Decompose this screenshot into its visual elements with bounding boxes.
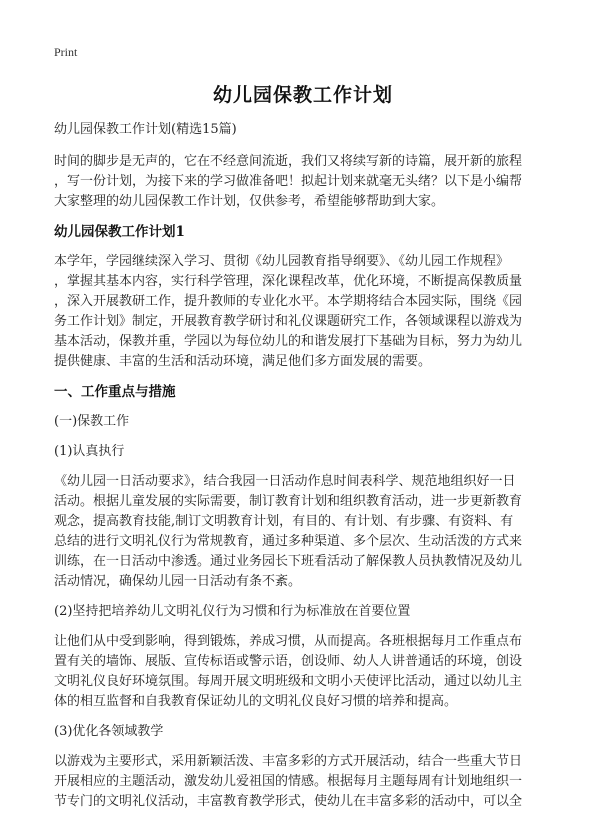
document-body xyxy=(54,120,552,822)
page-title: 幼儿园保教工作计划 xyxy=(212,84,393,106)
section-paragraph: 本学年，学园继续深入学习、贯彻《幼儿园教育指导纲要》、《幼儿园工作规程》 ，掌握其基本内容，实行科学管理，深化课程改革，优化环境，不断提高保教质量 ，深入开展教研工作，提升教师的专业化水平。本学期将结合本园实际，围绕《园 务工作计划》制定，开展教育教学研讨和礼仪课题研究工作，各领域课程以游戏为 基本活动，保教并重，学园以为每位幼儿的和谐发展打下基础为目标，努力为幼儿 提供健康、丰富的生活和活动环境，满足他们多方面发展的需要。 xyxy=(54,254,523,369)
document-subtitle: 幼儿园保教工作计划(精选15篇) xyxy=(54,122,237,137)
work-focus-heading: 一、工作重点与措施 xyxy=(54,384,176,400)
etiquette-paragraph: 让他们从中受到影响，得到锻炼，养成习惯，从而提高。各班根据每月工作重点布 置有关的墙饰、展版、宣传标语或警示语，创设师、幼人人讲普通话的环境，创设 文明礼仪良好环境氛围。每周开展文明班级和文明小天使评比活动，通过以幼儿主 体的相互监督和自我教育保证幼儿的文明礼仪良好习惯的培养和提高。 xyxy=(54,634,523,709)
section-heading: 幼儿园保教工作计划1 xyxy=(54,224,185,240)
subheading-care-education: (一)保教工作 xyxy=(54,414,130,429)
execute-paragraph: 《幼儿园一日活动要求》，结合我园一日活动作息时间表科学、规范地组织好一日 活动。根据儿童发展的实际需要，制订教育计划和组织教育活动，进一步更新教育 观念，提高教育技能,制订文明教育计划，有目的、有计划、有步骤、有资料、有 总结的进行文明礼仪行为常规教育，通过多种渠道、多个层次、生动活泼的方式来 训练，在一日活动中渗透。通过业务园长下班看活动了解保教人员执教情况及幼儿 活动情况，确保幼儿园一日活动有条不紊。 xyxy=(54,474,523,589)
subheading-optimize: (3)优化各领域教学 xyxy=(54,724,164,739)
optimize-paragraph: 以游戏为主要形式，采用新颖活泼、丰富多彩的方式开展活动，结合一些重大节日 开展相应的主题活动，激发幼儿爱祖国的情感。根据每月主题每周有计划地组织一 节专门的文明礼仪活动，丰富教育教学形式，使幼儿在丰富多彩的活动中，可以全 xyxy=(54,754,523,809)
subheading-etiquette: (2)坚持把培养幼儿文明礼仪行为习惯和行为标准放在首要位置 xyxy=(54,604,411,619)
print-link[interactable]: Print xyxy=(54,45,78,59)
subheading-execute: (1)认真执行 xyxy=(54,444,125,459)
intro-paragraph: 时间的脚步是无声的，它在不经意间流逝，我们又将续写新的诗篇，展开新的旅程 ，写一份计划，为接下来的学习做准备吧！拟起计划来就毫无头绪？以下是小编帮 大家整理的幼儿园保教工作计划，仅供参考，希望能够帮助到大家。 xyxy=(54,154,523,209)
